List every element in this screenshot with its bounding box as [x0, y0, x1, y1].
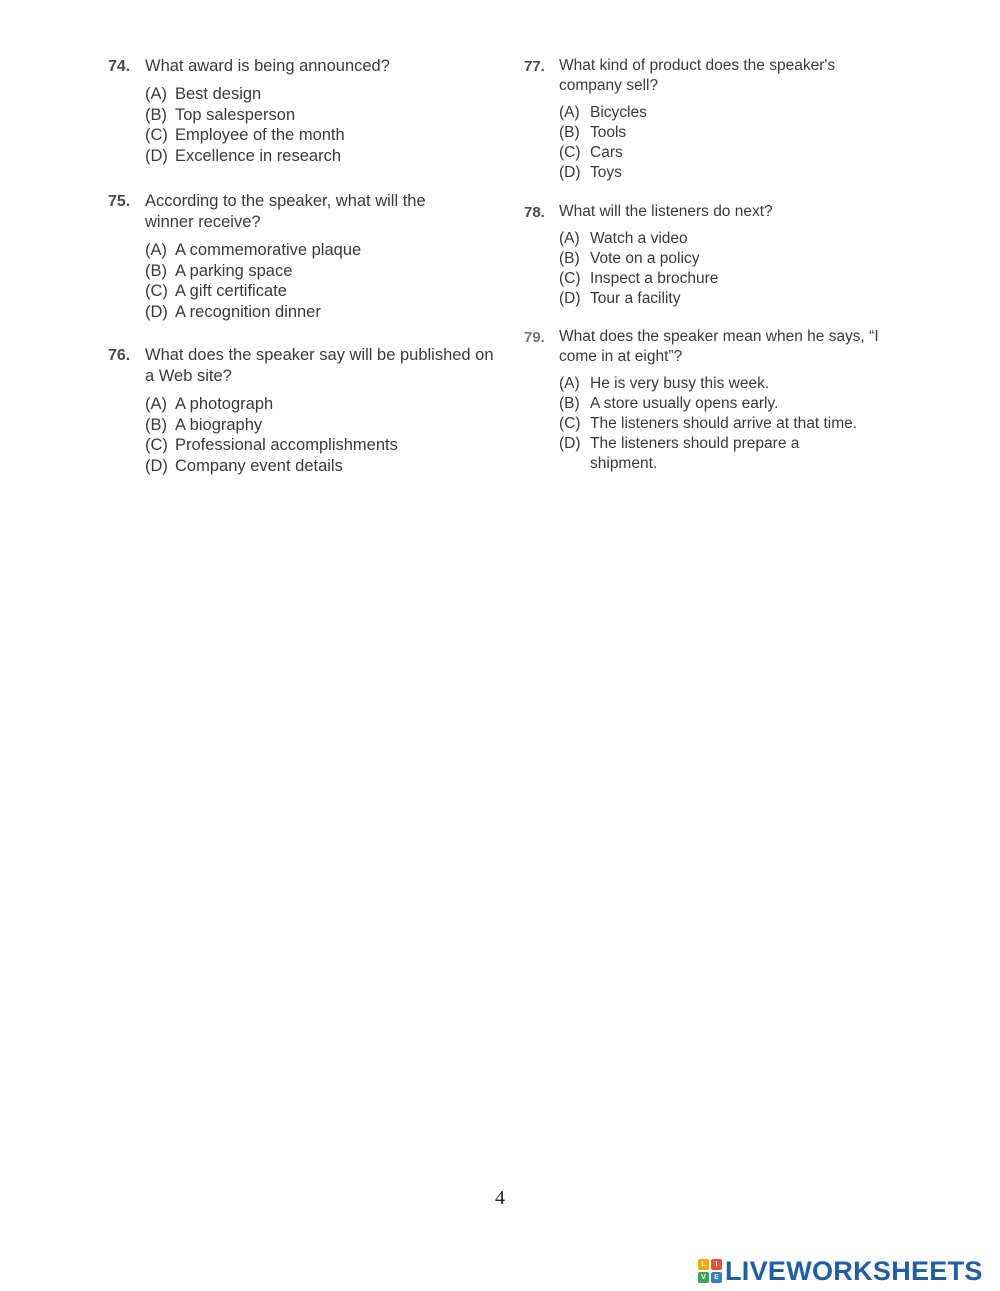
option-letter: (A) [145, 395, 167, 413]
answer-option-c[interactable] [559, 143, 904, 163]
option-text: Professional accomplishments [175, 436, 398, 454]
option-letter: (B) [145, 105, 167, 124]
answer-option-c[interactable] [145, 435, 498, 456]
question-text: What does the speaker say will be published on a Web site? [145, 346, 494, 385]
answer-options [145, 240, 498, 322]
answer-option-b[interactable] [559, 249, 904, 269]
answer-option-b[interactable] [145, 415, 498, 436]
option-letter: (A) [145, 241, 167, 259]
answer-option-a[interactable] [145, 240, 498, 261]
option-text: Bicycles [590, 104, 647, 121]
page-number: 4 [495, 1187, 505, 1209]
option-letter: (A) [559, 104, 580, 121]
logo-tile: L [698, 1259, 709, 1270]
answer-option-a[interactable] [559, 103, 904, 123]
answer-option-d[interactable] [145, 302, 498, 323]
answer-options [145, 394, 498, 476]
option-text: Cars [590, 144, 623, 161]
option-text: A biography [175, 415, 263, 434]
answer-option-b[interactable] [145, 105, 498, 126]
answer-option-d[interactable] [559, 289, 904, 309]
option-text: A commemorative plaque [175, 241, 362, 259]
question-number: 79. [524, 329, 545, 346]
answer-option-d[interactable] [145, 456, 498, 477]
answer-option-a[interactable] [559, 374, 904, 394]
question-text: What does the speaker mean when he says, “I come in at eight”? [559, 328, 879, 365]
left-question-column [108, 56, 498, 476]
question-77 [524, 56, 904, 183]
question-text: What kind of product does the speaker's company sell? [559, 57, 836, 94]
option-letter: (D) [559, 435, 581, 452]
answer-option-b[interactable] [559, 394, 904, 414]
option-letter: (D) [145, 456, 168, 475]
option-text: The listeners should prepare a shipment. [590, 435, 800, 472]
liveworksheets-brand[interactable] [698, 1256, 983, 1286]
option-letter: (D) [145, 302, 168, 321]
answer-option-c[interactable] [559, 269, 904, 289]
question-text: What award is being announced? [145, 57, 390, 75]
option-letter: (B) [559, 250, 580, 267]
option-letter: (C) [559, 270, 581, 287]
option-letter: (B) [559, 395, 580, 412]
option-text: Company event details [175, 456, 343, 475]
option-text: A parking space [175, 261, 293, 280]
option-text: A store usually opens early. [590, 395, 779, 412]
answer-option-d[interactable] [559, 434, 904, 474]
option-letter: (A) [559, 230, 580, 247]
answer-option-c[interactable] [145, 125, 498, 146]
option-letter: (B) [559, 124, 580, 141]
answer-option-d[interactable] [559, 163, 904, 183]
option-letter: (C) [559, 144, 581, 161]
question-number: 78. [524, 204, 545, 221]
answer-options [559, 374, 904, 474]
answer-option-b[interactable] [145, 261, 498, 282]
logo-tile: V [698, 1272, 709, 1283]
logo-tile: I [711, 1259, 722, 1270]
option-text: Best design [175, 85, 262, 103]
question-number: 76. [108, 347, 131, 364]
brand-logo-icon [698, 1259, 722, 1283]
option-text: Watch a video [590, 230, 688, 247]
answer-option-b[interactable] [559, 123, 904, 143]
option-letter: (A) [145, 85, 167, 103]
question-76 [108, 345, 498, 476]
answer-option-c[interactable] [145, 281, 498, 302]
option-letter: (C) [145, 126, 168, 144]
question-number: 74. [108, 58, 131, 75]
option-text: Inspect a brochure [590, 270, 719, 287]
answer-option-d[interactable] [145, 146, 498, 167]
answer-options [145, 84, 498, 166]
option-letter: (D) [559, 290, 581, 307]
question-number: 77. [524, 58, 545, 75]
question-text: What will the listeners do next? [559, 203, 773, 220]
option-text: Vote on a policy [590, 250, 700, 267]
question-74 [108, 56, 498, 166]
option-letter: (C) [145, 436, 168, 454]
option-text: Tour a facility [590, 290, 681, 307]
question-text: According to the speaker, what will the winner receive? [145, 192, 426, 231]
option-text: The listeners should arrive at that time. [590, 415, 858, 432]
answer-option-a[interactable] [145, 394, 498, 415]
option-text: Employee of the month [175, 126, 345, 144]
answer-options [559, 103, 904, 183]
option-letter: (D) [145, 146, 168, 165]
question-78 [524, 202, 904, 309]
option-letter: (B) [145, 261, 167, 280]
option-text: Top salesperson [175, 105, 296, 124]
answer-option-c[interactable] [559, 414, 904, 434]
logo-tile: E [711, 1272, 722, 1283]
question-79 [524, 327, 904, 474]
option-text: Excellence in research [175, 146, 341, 165]
option-text: Tools [590, 124, 627, 141]
option-letter: (C) [145, 282, 168, 300]
option-text: A photograph [175, 395, 274, 413]
brand-name: LIVEWORKSHEETS [725, 1255, 983, 1286]
option-letter: (B) [145, 415, 167, 434]
option-letter: (C) [559, 415, 581, 432]
option-text: He is very busy this week. [590, 375, 770, 392]
option-letter: (D) [559, 164, 581, 181]
option-letter: (A) [559, 375, 580, 392]
option-text: A recognition dinner [175, 302, 321, 321]
answer-option-a[interactable] [559, 229, 904, 249]
answer-options [559, 229, 904, 309]
option-text: Toys [590, 164, 622, 181]
right-question-column [524, 56, 904, 474]
answer-option-a[interactable] [145, 84, 498, 105]
question-number: 75. [108, 193, 131, 210]
question-75 [108, 191, 498, 322]
option-text: A gift certificate [175, 282, 287, 300]
